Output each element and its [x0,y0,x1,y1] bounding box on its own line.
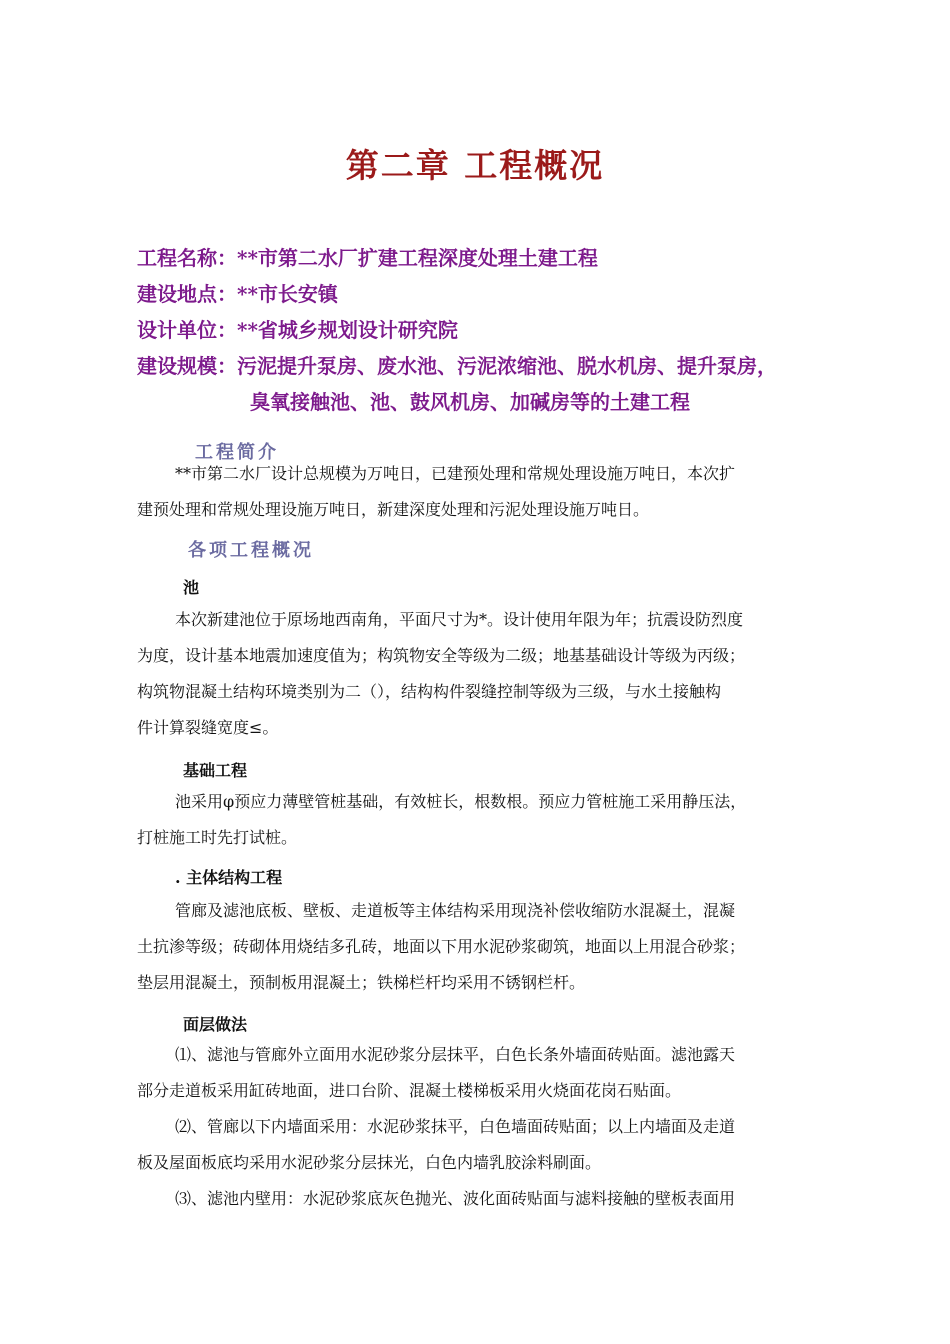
paragraph-line: ⑵、管廊以下内墙面采用：水泥砂浆抹平，白色墙面砖贴面；以上内墙面及走道 [175,1117,736,1136]
paragraph-line: 部分走道板采用缸砖地面，进口台阶、混凝土楼梯板采用火烧面花岗石贴面。 [137,1081,682,1100]
paragraph-line: ⑶、滤池内壁用：水泥砂浆底灰色抛光、波化面砖贴面与滤料接触的壁板表面用 [175,1189,736,1208]
subheading-foundation: 基础工程 [183,761,248,780]
section-heading-overview: 各项工程概况 [188,540,314,561]
paragraph-line: 构筑物混凝土结构环境类别为二（），结构构件裂缝控制等级为三级，与水土接触构 [137,682,722,701]
paragraph-line: ⑴、滤池与管廊外立面用水泥砂浆分层抹平，白色长条外墙面砖贴面。滤池露天 [175,1045,736,1064]
info-row-designer [137,312,897,348]
paragraph-line: 件计算裂缝宽度≤。 [137,718,279,737]
info-row-name [137,240,897,276]
section-heading-intro: 工程简介 [195,442,279,463]
paragraph-line: 土抗渗等级；砖砌体用烧结多孔砖，地面以下用水泥砂浆砌筑，地面以上用混合砂浆； [137,937,746,956]
info-label: 设计单位： [137,318,237,342]
subheading-pool: 池 [183,578,200,597]
paragraph-line: 建预处理和常规处理设施万吨日，新建深度处理和污泥处理设施万吨日。 [137,500,650,519]
info-row-location [137,276,897,312]
info-label: 建设规模： [137,354,237,378]
paragraph-line: 为度，设计基本地震加速度值为；构筑物安全等级为二级；地基基础设计等级为丙级； [137,646,746,665]
info-value: 污泥提升泵房、废水池、污泥浓缩池、脱水机房、提升泵房， [237,354,777,378]
paragraph-line: 池采用φ预应力薄壁管桩基础，有效桩长，根数根。预应力管桩施工采用静压法， [175,792,747,811]
main-structure-paragraph [137,893,859,1001]
pool-paragraph [137,602,859,746]
info-scale-continued: 臭氧接触池、池、鼓风机房、加碱房等的土建工程 [250,390,690,414]
subheading-main-structure: . 主体结构工程 [175,868,283,887]
info-label: 建设地点： [137,282,237,306]
paragraph-line: 打桩施工时先打试桩。 [137,828,298,847]
intro-paragraph [137,456,859,528]
surface-paragraph [137,1037,859,1217]
info-row-scale [137,348,897,384]
info-value: **市第二水厂扩建工程深度处理土建工程 [237,246,598,270]
paragraph-line: 管廊及滤池底板、壁板、走道板等主体结构采用现浇补偿收缩防水混凝土，混凝 [175,901,736,920]
paragraph-line: **市第二水厂设计总规模为万吨日，已建预处理和常规处理设施万吨日，本次扩 [175,464,736,483]
project-info [137,240,897,420]
foundation-paragraph [137,784,859,856]
info-value: **市长安镇 [237,282,338,306]
paragraph-line: 本次新建池位于原场地西南角，平面尺寸为*。设计使用年限为年；抗震设防烈度 [175,610,744,629]
chapter-title: 第二章 工程概况 [345,146,605,185]
paragraph-line: 垫层用混凝土，预制板用混凝土；铁梯栏杆均采用不锈钢栏杆。 [137,973,586,992]
paragraph-line: 板及屋面板底均采用水泥砂浆分层抹光，白色内墙乳胶涂料刷面。 [137,1153,602,1172]
info-label: 工程名称： [137,246,237,270]
info-value: **省城乡规划设计研究院 [237,318,458,342]
subheading-surface: 面层做法 [183,1015,248,1034]
